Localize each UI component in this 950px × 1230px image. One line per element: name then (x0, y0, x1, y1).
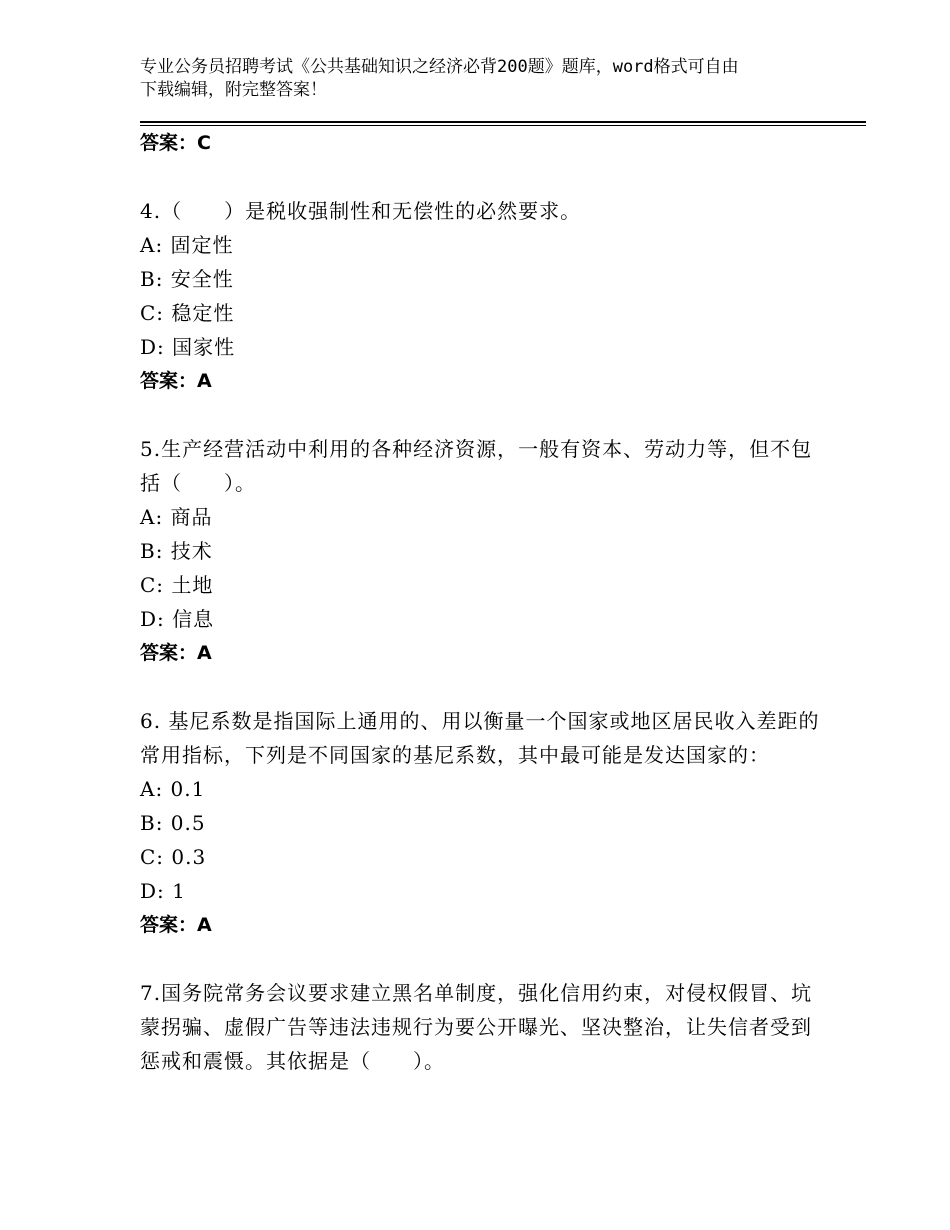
document-header (140, 56, 840, 102)
question-stem: 7.国务院常务会议要求建立黑名单制度，强化信用约束，对侵权假冒、坑蒙拐骗、虚假广告等违法违规行为要公开曝光、坚决整治，让失信者受到惩戒和震慑。其依据是（ ）。 (140, 981, 813, 1073)
question-stem: 4.（ ）是税收强制性和无偿性的必然要求。 (140, 199, 582, 223)
question-4 (140, 194, 820, 398)
option-d: D: 信息 (140, 607, 215, 631)
option-a: A: 商品 (140, 505, 213, 529)
header-line-2: 下载编辑，附完整答案！ (140, 80, 327, 100)
answer-line: 答案：A (140, 914, 212, 936)
option-d: D: 国家性 (140, 335, 236, 359)
option-a: A: 固定性 (140, 233, 234, 257)
option-c: C: 稳定性 (140, 301, 235, 325)
question-5 (140, 432, 820, 670)
answer-line: 答案：C (140, 132, 211, 154)
header-rule-thick (140, 121, 866, 123)
question-stem: 5.生产经营活动中利用的各种经济资源，一般有资本、劳动力等，但不包括（ ）。 (140, 437, 813, 495)
header-line-1: 专业公务员招聘考试《公共基础知识之经济必背200题》题库，word格式可自由 (140, 57, 739, 77)
option-d: D: 1 (140, 879, 186, 903)
question-6 (140, 704, 820, 942)
option-c: C: 土地 (140, 573, 214, 597)
answer-line: 答案：A (140, 642, 212, 664)
option-a: A: 0.1 (140, 777, 206, 801)
question-7 (140, 976, 820, 1078)
answer-line: 答案：A (140, 370, 212, 392)
question-list (140, 126, 820, 1078)
question-stem: 6. 基尼系数是指国际上通用的、用以衡量一个国家或地区居民收入差距的常用指标，下列是不同国家的基尼系数，其中最可能是发达国家的： (140, 709, 820, 767)
option-b: B: 安全性 (140, 267, 234, 291)
option-b: B: 0.5 (140, 811, 206, 835)
option-b: B: 技术 (140, 539, 213, 563)
option-c: C: 0.3 (140, 845, 207, 869)
